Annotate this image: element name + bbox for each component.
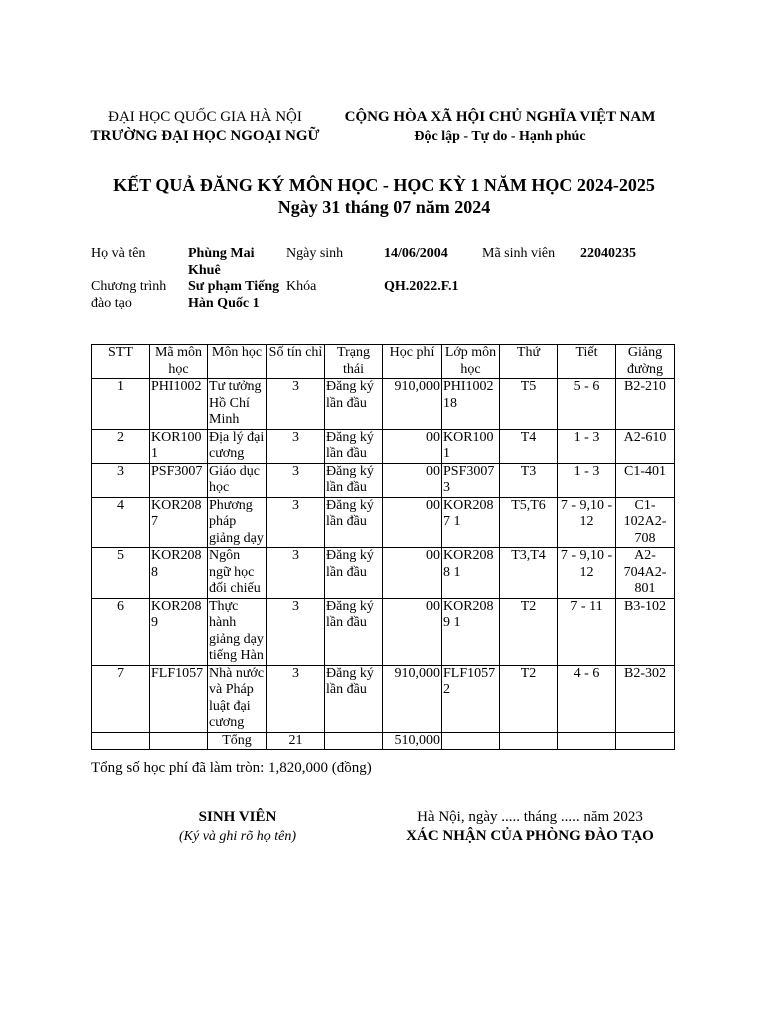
- cell-course-code: KOR2088: [150, 548, 208, 599]
- header-credits: Số tín chỉ: [267, 345, 325, 379]
- cell-status: Đăng ký lần đầu: [325, 463, 383, 497]
- cell-course-name: Ngôn ngữ học đối chiếu: [208, 548, 267, 599]
- university-name: ĐẠI HỌC QUỐC GIA HÀ NỘI: [108, 109, 302, 125]
- cell-day: T2: [500, 665, 558, 732]
- cell-day: T5: [500, 379, 558, 430]
- table-row: [92, 463, 675, 497]
- cell-course-name: Tư tưởng Hồ Chí Minh: [208, 379, 267, 430]
- table-row: [92, 497, 675, 548]
- fee-summary: Tổng số học phí đã làm tròn: 1,820,000 (đồng): [91, 760, 372, 776]
- cell-credits: 3: [267, 429, 325, 463]
- program-label: Chương trình đào tạo: [91, 279, 167, 311]
- cell-period: 1 - 3: [558, 429, 616, 463]
- header-left: [80, 108, 330, 146]
- cell-status: Đăng ký lần đầu: [325, 497, 383, 548]
- name-label: Họ và tên: [91, 246, 146, 261]
- cell-credits: 3: [267, 463, 325, 497]
- cell-stt: 6: [92, 598, 150, 665]
- header-fee: Học phí: [383, 345, 442, 379]
- cell-day: T2: [500, 598, 558, 665]
- cell-day: T3,T4: [500, 548, 558, 599]
- cell-room: B2-210: [616, 379, 675, 430]
- motto: Độc lập - Tự do - Hạnh phúc: [414, 129, 586, 144]
- cell-fee: 00: [383, 548, 442, 599]
- country-name: CỘNG HÒA XÃ HỘI CHỦ NGHĨA VIỆT NAM: [344, 109, 656, 125]
- cell-class: KOR2087 1: [442, 497, 500, 548]
- cell-course-code: PHI1002: [150, 379, 208, 430]
- cell-fee: 910,000: [383, 379, 442, 430]
- header-day: Thứ: [500, 345, 558, 379]
- cell-class: PHI1002 18: [442, 379, 500, 430]
- cell-class: PSF3007 3: [442, 463, 500, 497]
- cell-stt: 3: [92, 463, 150, 497]
- table-row: [92, 429, 675, 463]
- cell-period: 7 - 11: [558, 598, 616, 665]
- cell-stt: 5: [92, 548, 150, 599]
- cell-day: T5,T6: [500, 497, 558, 548]
- cell-credits: 3: [267, 665, 325, 732]
- cell-course-name: Địa lý đại cương: [208, 429, 267, 463]
- student-id: 22040235: [580, 246, 636, 261]
- cell-empty: [616, 732, 675, 750]
- cell-class: KOR1001: [442, 429, 500, 463]
- header-class: Lớp môn học: [442, 345, 500, 379]
- table-total-row: [92, 732, 675, 750]
- cell-stt: 1: [92, 379, 150, 430]
- student-dob: 14/06/2004: [384, 246, 448, 261]
- header-room: Giảng đường: [616, 345, 675, 379]
- cell-status: Đăng ký lần đầu: [325, 665, 383, 732]
- cell-credits: 3: [267, 548, 325, 599]
- title-date: Ngày 31 tháng 07 năm 2024: [277, 197, 491, 217]
- cell-status: Đăng ký lần đầu: [325, 598, 383, 665]
- place-date: Hà Nội, ngày ..... tháng ..... năm 2023: [417, 809, 643, 825]
- cell-status: Đăng ký lần đầu: [325, 548, 383, 599]
- cell-period: 5 - 6: [558, 379, 616, 430]
- cell-room: C1-102A2-708: [616, 497, 675, 548]
- cell-class: KOR2088 1: [442, 548, 500, 599]
- cell-stt: 2: [92, 429, 150, 463]
- cell-period: 7 - 9,10 - 12: [558, 497, 616, 548]
- cell-period: 1 - 3: [558, 463, 616, 497]
- cell-credits: 3: [267, 598, 325, 665]
- cell-empty: [442, 732, 500, 750]
- table-row: [92, 379, 675, 430]
- cell-stt: 4: [92, 497, 150, 548]
- cell-course-code: KOR1001: [150, 429, 208, 463]
- cell-room: A2-610: [616, 429, 675, 463]
- cell-course-code: KOR2089: [150, 598, 208, 665]
- cell-status: Đăng ký lần đầu: [325, 429, 383, 463]
- cell-empty: [325, 732, 383, 750]
- cell-empty: [558, 732, 616, 750]
- title-main: KẾT QUẢ ĐĂNG KÝ MÔN HỌC - HỌC KỲ 1 NĂM HỌC 2024-2025: [113, 175, 655, 195]
- cell-empty: [150, 732, 208, 750]
- cell-course-name: Phương pháp giảng dạy: [208, 497, 267, 548]
- total-label: Tổng: [208, 732, 267, 750]
- cell-course-name: Giáo dục học: [208, 463, 267, 497]
- cell-room: B2-302: [616, 665, 675, 732]
- table-row: [92, 598, 675, 665]
- header-period: Tiết: [558, 345, 616, 379]
- cell-course-code: PSF3007: [150, 463, 208, 497]
- cell-day: T4: [500, 429, 558, 463]
- course-table: [91, 344, 675, 750]
- cell-room: A2-704A2-801: [616, 548, 675, 599]
- document-title: [0, 174, 768, 218]
- total-fee: 510,000: [383, 732, 442, 750]
- student-program: Sư phạm Tiếng Hàn Quốc 1: [188, 279, 280, 311]
- cell-course-code: FLF1057: [150, 665, 208, 732]
- cell-day: T3: [500, 463, 558, 497]
- header-course-code: Mã môn học: [150, 345, 208, 379]
- dob-label: Ngày sinh: [286, 246, 344, 261]
- cell-class: KOR2089 1: [442, 598, 500, 665]
- cell-fee: 00: [383, 497, 442, 548]
- cell-fee: 00: [383, 463, 442, 497]
- cell-fee: 910,000: [383, 665, 442, 732]
- cell-empty: [500, 732, 558, 750]
- cell-empty: [92, 732, 150, 750]
- cell-fee: 00: [383, 598, 442, 665]
- cell-credits: 3: [267, 379, 325, 430]
- course-label: Khóa: [286, 279, 317, 294]
- student-signature-note: (Ký và ghi rõ họ tên): [178, 829, 297, 844]
- cell-status: Đăng ký lần đầu: [325, 379, 383, 430]
- cell-room: B3-102: [616, 598, 675, 665]
- cell-period: 7 - 9,10 - 12: [558, 548, 616, 599]
- cell-course-code: KOR2087: [150, 497, 208, 548]
- cell-credits: 3: [267, 497, 325, 548]
- cell-period: 4 - 6: [558, 665, 616, 732]
- student-id-label: Mã sinh viên: [482, 246, 556, 261]
- cell-course-name: Nhà nước và Pháp luật đại cương: [208, 665, 267, 732]
- header-stt: STT: [92, 345, 150, 379]
- table-header-row: [92, 345, 675, 379]
- cell-stt: 7: [92, 665, 150, 732]
- student-course: QH.2022.F.1: [384, 279, 459, 294]
- student-signature-block: [160, 808, 315, 846]
- header-right: [335, 108, 665, 146]
- office-signature-title: XÁC NHẬN CỦA PHÒNG ĐÀO TẠO: [406, 828, 654, 844]
- cell-fee: 00: [383, 429, 442, 463]
- header-status: Trạng thái: [325, 345, 383, 379]
- cell-room: C1-401: [616, 463, 675, 497]
- header-course-name: Môn học: [208, 345, 267, 379]
- cell-course-name: Thực hành giảng dạy tiếng Hàn: [208, 598, 267, 665]
- cell-class: FLF1057 2: [442, 665, 500, 732]
- total-credits: 21: [267, 732, 325, 750]
- office-signature-block: [390, 808, 670, 846]
- table-row: [92, 548, 675, 599]
- table-row: [92, 665, 675, 732]
- student-signature-title: SINH VIÊN: [198, 809, 277, 825]
- student-name: Phùng Mai Khuê: [188, 246, 255, 278]
- school-name: TRƯỜNG ĐẠI HỌC NGOẠI NGỮ: [90, 128, 320, 144]
